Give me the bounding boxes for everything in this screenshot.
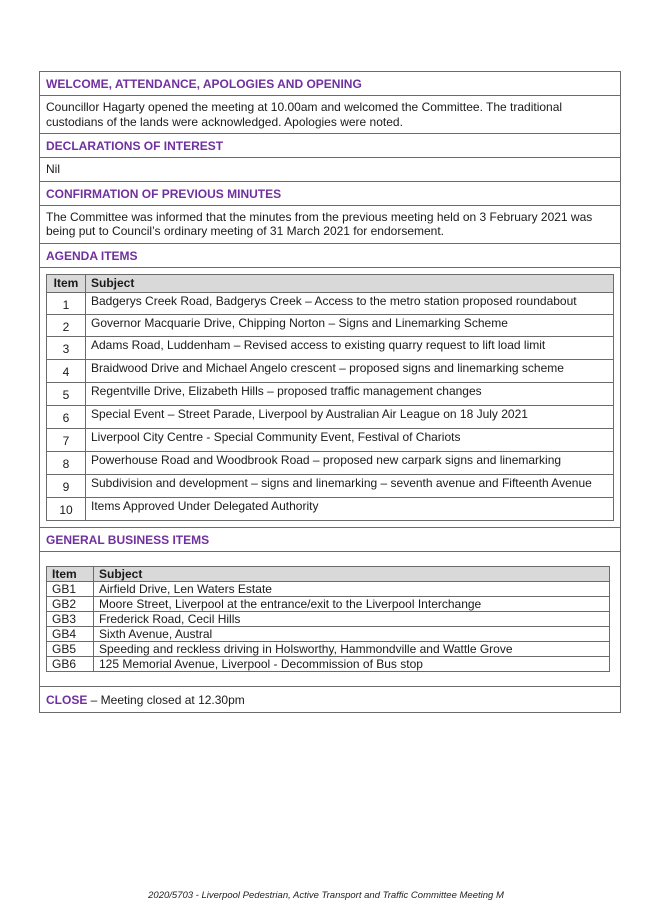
agenda-item-subject: Liverpool City Centre - Special Community Event, Festival of Chariots xyxy=(86,428,614,451)
close-text: – Meeting closed at 12.30pm xyxy=(87,692,245,707)
table-row xyxy=(47,451,614,474)
agenda-item-subject: Powerhouse Road and Woodbrook Road – proposed new carpark signs and linemarking xyxy=(86,451,614,474)
agenda-col-subject: Subject xyxy=(86,274,614,292)
agenda-item-subject: Special Event – Street Parade, Liverpool by Australian Air League on 18 July 2021 xyxy=(86,405,614,428)
agenda-item-number: 8 xyxy=(47,451,86,474)
table-row xyxy=(47,405,614,428)
gb-item-number: GB4 xyxy=(47,626,94,641)
table-row xyxy=(47,336,614,359)
table-row xyxy=(47,641,610,656)
gb-item-subject: Speeding and reckless driving in Holsworthy, Hammondville and Wattle Grove xyxy=(94,641,610,656)
table-row xyxy=(47,596,610,611)
agenda-item-subject: Adams Road, Luddenham – Revised access to existing quarry request to lift load limit xyxy=(86,336,614,359)
table-row xyxy=(47,474,614,497)
agenda-item-number: 6 xyxy=(47,405,86,428)
agenda-item-number: 3 xyxy=(47,336,86,359)
close-section xyxy=(40,687,620,712)
gb-item-subject: Sixth Avenue, Austral xyxy=(94,626,610,641)
agenda-item-number: 7 xyxy=(47,428,86,451)
general-business-section xyxy=(40,552,620,687)
agenda-item-subject: Regentville Drive, Elizabeth Hills – proposed traffic management changes xyxy=(86,382,614,405)
gb-item-subject: Moore Street, Liverpool at the entrance/exit to the Liverpool Interchange xyxy=(94,596,610,611)
gb-col-item: Item xyxy=(47,566,94,581)
agenda-item-number: 2 xyxy=(47,314,86,336)
gb-item-subject: Frederick Road, Cecil Hills xyxy=(94,611,610,626)
agenda-col-item: Item xyxy=(47,274,86,292)
agenda-item-subject: Items Approved Under Delegated Authority xyxy=(86,497,614,520)
agenda-item-subject: Governor Macquarie Drive, Chipping Norton – Signs and Linemarking Scheme xyxy=(86,314,614,336)
declarations-heading: DECLARATIONS OF INTEREST xyxy=(40,134,620,158)
table-row xyxy=(47,581,610,596)
agenda-item-subject: Badgerys Creek Road, Badgerys Creek – Access to the metro station proposed roundabout xyxy=(86,292,614,314)
agenda-item-number: 4 xyxy=(47,359,86,382)
table-row xyxy=(47,497,614,520)
table-row xyxy=(47,382,614,405)
gb-item-number: GB5 xyxy=(47,641,94,656)
general-business-table xyxy=(46,566,610,672)
gb-item-number: GB2 xyxy=(47,596,94,611)
gb-col-subject: Subject xyxy=(94,566,610,581)
agenda-item-number: 9 xyxy=(47,474,86,497)
agenda-table xyxy=(46,274,614,521)
gb-item-subject: 125 Memorial Avenue, Liverpool - Decommission of Bus stop xyxy=(94,656,610,671)
minutes-frame xyxy=(39,71,621,713)
table-row xyxy=(47,611,610,626)
table-row xyxy=(47,292,614,314)
agenda-heading: AGENDA ITEMS xyxy=(40,244,620,268)
table-row xyxy=(47,314,614,336)
agenda-item-subject: Braidwood Drive and Michael Angelo crescent – proposed signs and linemarking scheme xyxy=(86,359,614,382)
gb-item-number: GB1 xyxy=(47,581,94,596)
welcome-heading: WELCOME, ATTENDANCE, APOLOGIES AND OPENING xyxy=(40,72,620,96)
confirmation-text: The Committee was informed that the minutes from the previous meeting held on 3 February 2021 was being put to Council’s ordinary meeting of 31 March 2021 for endorsement. xyxy=(40,206,620,244)
gb-item-number: GB6 xyxy=(47,656,94,671)
page-footer: 2020/5703 - Liverpool Pedestrian, Active Transport and Traffic Committee Meeting M xyxy=(148,890,504,901)
table-row xyxy=(47,428,614,451)
gb-item-number: GB3 xyxy=(47,611,94,626)
agenda-item-subject: Subdivision and development – signs and linemarking – seventh avenue and Fifteenth Avenue xyxy=(86,474,614,497)
gb-header-row xyxy=(47,566,610,581)
gb-item-subject: Airfield Drive, Len Waters Estate xyxy=(94,581,610,596)
close-label: CLOSE xyxy=(46,692,88,707)
welcome-text: Councillor Hagarty opened the meeting at 10.00am and welcomed the Committee. The traditional custodians of the lands were acknowledged. Apologies were noted. xyxy=(40,96,620,134)
agenda-item-number: 10 xyxy=(47,497,86,520)
table-row xyxy=(47,626,610,641)
agenda-item-number: 5 xyxy=(47,382,86,405)
table-row xyxy=(47,359,614,382)
declarations-text: Nil xyxy=(40,158,620,182)
agenda-header-row xyxy=(47,274,614,292)
agenda-section xyxy=(40,268,620,528)
confirmation-heading: CONFIRMATION OF PREVIOUS MINUTES xyxy=(40,182,620,206)
table-row xyxy=(47,656,610,671)
general-business-heading: GENERAL BUSINESS ITEMS xyxy=(40,528,620,552)
agenda-item-number: 1 xyxy=(47,292,86,314)
